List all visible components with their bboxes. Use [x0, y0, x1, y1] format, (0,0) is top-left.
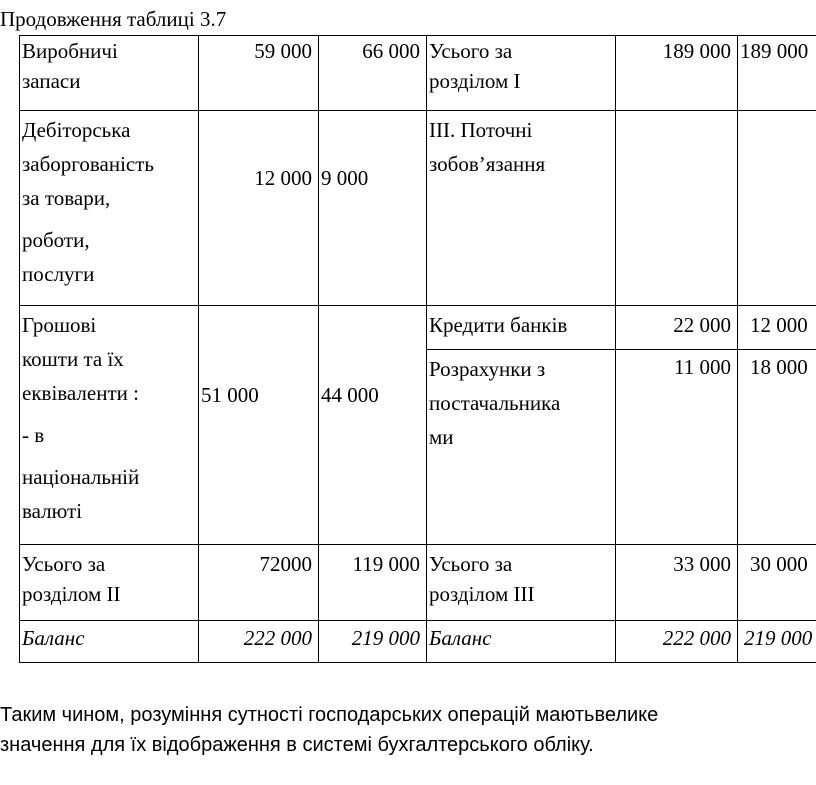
balance-assets-end: 219 000: [319, 621, 427, 663]
row-label-cash: Грошові кошти та їх еквіваленти : - в національній валюті: [20, 306, 199, 545]
table-row: [20, 36, 816, 111]
row-label-supplier-settlements: Розрахунки з постачальника ми: [427, 350, 616, 545]
total-section-1-start: 189 000: [616, 36, 738, 111]
table-row: [20, 545, 816, 621]
bank-loans-start: 22 000: [616, 306, 738, 350]
row-label-bank-loans: Кредити банків: [427, 306, 616, 350]
inventory-end-value: 66 000: [319, 36, 427, 111]
conclusion-paragraph: Таким чином, розуміння сутності господарських операцій маютьвелике значення для їх відображення в системі бухгалтерського обліку.: [0, 704, 659, 756]
supplier-settlements-start: 11 000: [616, 350, 738, 545]
inventory-start-value: 59 000: [199, 36, 319, 111]
total-section-1-end: 189 000: [738, 36, 816, 111]
row-label-total-section-2: Усього за розділом ІІ: [20, 545, 199, 621]
balance-assets-start: 222 000: [199, 621, 319, 663]
empty-cell: [616, 111, 738, 306]
receivables-start-value: 12 000: [199, 111, 319, 306]
row-label-total-section-1: Усього за розділом І: [427, 36, 616, 111]
total-section-3-start: 33 000: [616, 545, 738, 621]
balance-liabilities-end: 219 000: [738, 621, 816, 663]
row-label-inventory: Виробничі запаси: [20, 36, 199, 111]
empty-cell: [738, 111, 816, 306]
row-label-balance-liabilities: Баланс: [427, 621, 616, 663]
section-3-header: ІІІ. Поточні зобов’язання: [427, 111, 616, 306]
bank-loans-end: 12 000: [738, 306, 816, 350]
supplier-settlements-end: 18 000: [738, 350, 816, 545]
row-label-receivables: Дебіторська заборгованість за товари, роботи, послуги: [20, 111, 199, 306]
row-label-total-section-3: Усього за розділом ІІІ: [427, 545, 616, 621]
table-caption: Продовження таблиці 3.7: [0, 7, 227, 31]
cash-start-value: 51 000: [199, 306, 319, 545]
table-row: [20, 621, 816, 663]
total-section-2-start: 72000: [199, 545, 319, 621]
row-label-balance: Баланс: [20, 621, 199, 663]
total-section-2-end: 119 000: [319, 545, 427, 621]
table-row: [20, 306, 816, 350]
table-row: [20, 111, 816, 306]
balance-table: [19, 35, 816, 663]
cash-end-value: 44 000: [319, 306, 427, 545]
receivables-end-value: 9 000: [319, 111, 427, 306]
balance-liabilities-start: 222 000: [616, 621, 738, 663]
total-section-3-end: 30 000: [738, 545, 816, 621]
